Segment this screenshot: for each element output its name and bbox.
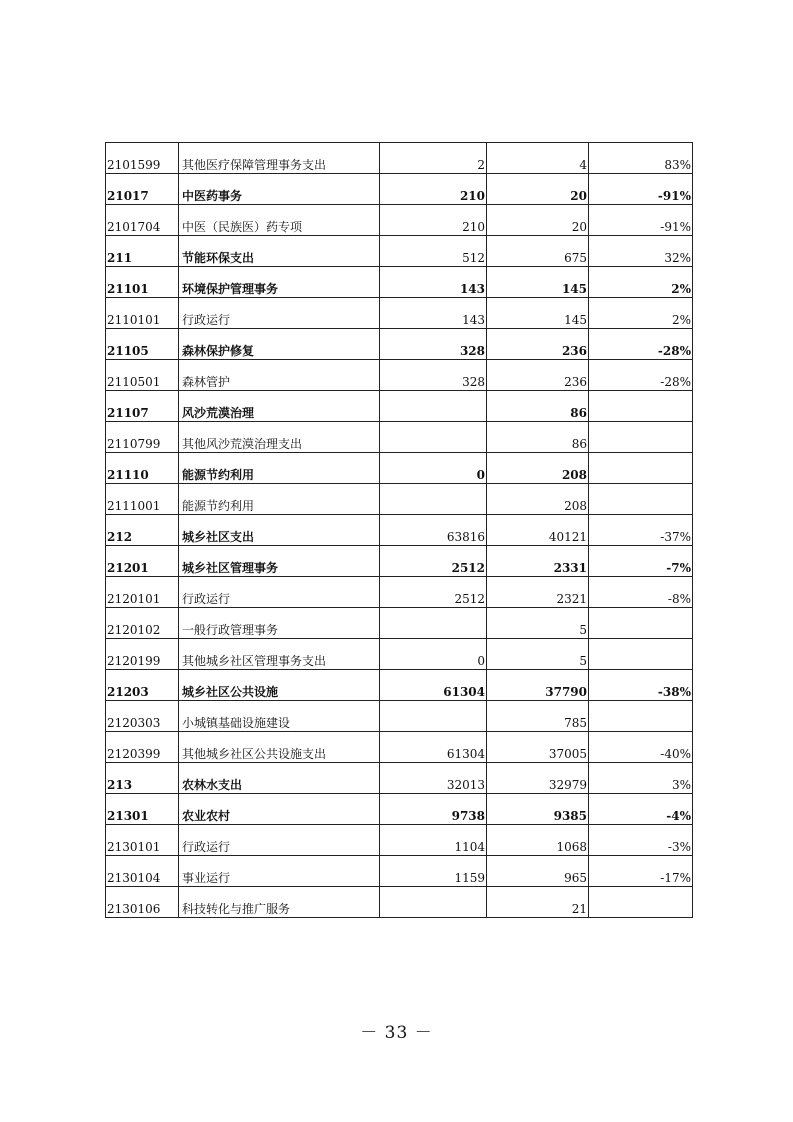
- table-row: [106, 329, 693, 360]
- prior-amount-cell: 61304: [380, 670, 487, 701]
- subject-code-cell: 2111001: [106, 484, 179, 515]
- subject-code-cell: 2120101: [106, 577, 179, 608]
- prior-amount-cell: [380, 887, 487, 918]
- prior-amount-cell: 63816: [380, 515, 487, 546]
- prior-amount-cell: 1159: [380, 856, 487, 887]
- change-percent-cell: [589, 453, 693, 484]
- subject-code-cell: 2120399: [106, 732, 179, 763]
- subject-name-cell: 节能环保支出: [179, 236, 380, 267]
- table-row: [106, 422, 693, 453]
- subject-name-cell: 其他城乡社区公共设施支出: [179, 732, 380, 763]
- table-row: [106, 670, 693, 701]
- prior-amount-cell: 61304: [380, 732, 487, 763]
- subject-code-cell: 21201: [106, 546, 179, 577]
- change-percent-cell: [589, 639, 693, 670]
- subject-code-cell: 213: [106, 763, 179, 794]
- change-percent-cell: 2%: [589, 267, 693, 298]
- table-row: [106, 174, 693, 205]
- table-row: [106, 639, 693, 670]
- prior-amount-cell: 328: [380, 360, 487, 391]
- subject-name-cell: 行政运行: [179, 825, 380, 856]
- current-amount-cell: 86: [487, 391, 589, 422]
- subject-name-cell: 森林保护修复: [179, 329, 380, 360]
- change-percent-cell: [589, 484, 693, 515]
- current-amount-cell: 32979: [487, 763, 589, 794]
- subject-name-cell: 其他医疗保障管理事务支出: [179, 143, 380, 174]
- change-percent-cell: 32%: [589, 236, 693, 267]
- subject-name-cell: 行政运行: [179, 298, 380, 329]
- current-amount-cell: 785: [487, 701, 589, 732]
- prior-amount-cell: [380, 484, 487, 515]
- subject-name-cell: 能源节约利用: [179, 453, 380, 484]
- current-amount-cell: 145: [487, 267, 589, 298]
- subject-name-cell: 能源节约利用: [179, 484, 380, 515]
- subject-name-cell: 科技转化与推广服务: [179, 887, 380, 918]
- change-percent-cell: [589, 422, 693, 453]
- subject-name-cell: 事业运行: [179, 856, 380, 887]
- subject-name-cell: 其他风沙荒漠治理支出: [179, 422, 380, 453]
- subject-code-cell: 2120102: [106, 608, 179, 639]
- subject-code-cell: 2120199: [106, 639, 179, 670]
- subject-name-cell: 环境保护管理事务: [179, 267, 380, 298]
- subject-name-cell: 城乡社区管理事务: [179, 546, 380, 577]
- table-row: [106, 453, 693, 484]
- current-amount-cell: 236: [487, 360, 589, 391]
- current-amount-cell: 37790: [487, 670, 589, 701]
- subject-name-cell: 风沙荒漠治理: [179, 391, 380, 422]
- prior-amount-cell: 210: [380, 174, 487, 205]
- prior-amount-cell: [380, 701, 487, 732]
- table-row: [106, 887, 693, 918]
- change-percent-cell: -40%: [589, 732, 693, 763]
- budget-table: [105, 142, 693, 918]
- subject-code-cell: 2101599: [106, 143, 179, 174]
- table-row: [106, 236, 693, 267]
- table-row: [106, 143, 693, 174]
- subject-code-cell: 2120303: [106, 701, 179, 732]
- current-amount-cell: 86: [487, 422, 589, 453]
- change-percent-cell: -8%: [589, 577, 693, 608]
- subject-code-cell: 2130101: [106, 825, 179, 856]
- table-row: [106, 391, 693, 422]
- change-percent-cell: 83%: [589, 143, 693, 174]
- subject-code-cell: 21203: [106, 670, 179, 701]
- current-amount-cell: 20: [487, 205, 589, 236]
- current-amount-cell: 2331: [487, 546, 589, 577]
- subject-code-cell: 21110: [106, 453, 179, 484]
- prior-amount-cell: 210: [380, 205, 487, 236]
- subject-code-cell: 21301: [106, 794, 179, 825]
- subject-name-cell: 森林管护: [179, 360, 380, 391]
- table-row: [106, 608, 693, 639]
- table-row: [106, 825, 693, 856]
- prior-amount-cell: [380, 391, 487, 422]
- table-row: [106, 856, 693, 887]
- current-amount-cell: 2321: [487, 577, 589, 608]
- current-amount-cell: 208: [487, 453, 589, 484]
- subject-code-cell: 2110501: [106, 360, 179, 391]
- prior-amount-cell: 32013: [380, 763, 487, 794]
- subject-code-cell: 21017: [106, 174, 179, 205]
- current-amount-cell: 208: [487, 484, 589, 515]
- change-percent-cell: 2%: [589, 298, 693, 329]
- change-percent-cell: [589, 608, 693, 639]
- subject-code-cell: 21107: [106, 391, 179, 422]
- prior-amount-cell: 2: [380, 143, 487, 174]
- change-percent-cell: -7%: [589, 546, 693, 577]
- change-percent-cell: [589, 701, 693, 732]
- subject-code-cell: 2101704: [106, 205, 179, 236]
- prior-amount-cell: 143: [380, 298, 487, 329]
- prior-amount-cell: 2512: [380, 577, 487, 608]
- subject-name-cell: 农业农村: [179, 794, 380, 825]
- prior-amount-cell: 1104: [380, 825, 487, 856]
- subject-name-cell: 城乡社区公共设施: [179, 670, 380, 701]
- change-percent-cell: -91%: [589, 205, 693, 236]
- current-amount-cell: 145: [487, 298, 589, 329]
- prior-amount-cell: [380, 608, 487, 639]
- current-amount-cell: 236: [487, 329, 589, 360]
- table-row: [106, 577, 693, 608]
- subject-name-cell: 其他城乡社区管理事务支出: [179, 639, 380, 670]
- subject-code-cell: 211: [106, 236, 179, 267]
- prior-amount-cell: 2512: [380, 546, 487, 577]
- table-row: [106, 267, 693, 298]
- current-amount-cell: 5: [487, 639, 589, 670]
- current-amount-cell: 21: [487, 887, 589, 918]
- change-percent-cell: -17%: [589, 856, 693, 887]
- current-amount-cell: 4: [487, 143, 589, 174]
- prior-amount-cell: 512: [380, 236, 487, 267]
- subject-code-cell: 2110101: [106, 298, 179, 329]
- change-percent-cell: -28%: [589, 360, 693, 391]
- prior-amount-cell: [380, 422, 487, 453]
- current-amount-cell: 675: [487, 236, 589, 267]
- change-percent-cell: 3%: [589, 763, 693, 794]
- prior-amount-cell: 0: [380, 639, 487, 670]
- subject-code-cell: 21101: [106, 267, 179, 298]
- prior-amount-cell: 143: [380, 267, 487, 298]
- prior-amount-cell: 328: [380, 329, 487, 360]
- table-row: [106, 298, 693, 329]
- current-amount-cell: 20: [487, 174, 589, 205]
- budget-table-body: [106, 143, 693, 918]
- current-amount-cell: 9385: [487, 794, 589, 825]
- subject-code-cell: 21105: [106, 329, 179, 360]
- subject-code-cell: 2130104: [106, 856, 179, 887]
- change-percent-cell: [589, 887, 693, 918]
- table-row: [106, 360, 693, 391]
- subject-name-cell: 中医（民族医）药专项: [179, 205, 380, 236]
- subject-name-cell: 一般行政管理事务: [179, 608, 380, 639]
- page-number: － 33 －: [360, 1023, 433, 1043]
- table-row: [106, 794, 693, 825]
- change-percent-cell: -38%: [589, 670, 693, 701]
- subject-code-cell: 2130106: [106, 887, 179, 918]
- change-percent-cell: -91%: [589, 174, 693, 205]
- subject-code-cell: 212: [106, 515, 179, 546]
- current-amount-cell: 965: [487, 856, 589, 887]
- subject-name-cell: 行政运行: [179, 577, 380, 608]
- table-row: [106, 205, 693, 236]
- current-amount-cell: 5: [487, 608, 589, 639]
- change-percent-cell: -4%: [589, 794, 693, 825]
- subject-name-cell: 农林水支出: [179, 763, 380, 794]
- change-percent-cell: -3%: [589, 825, 693, 856]
- current-amount-cell: 40121: [487, 515, 589, 546]
- table-row: [106, 732, 693, 763]
- table-row: [106, 546, 693, 577]
- subject-name-cell: 小城镇基础设施建设: [179, 701, 380, 732]
- change-percent-cell: [589, 391, 693, 422]
- prior-amount-cell: 9738: [380, 794, 487, 825]
- table-row: [106, 701, 693, 732]
- change-percent-cell: -37%: [589, 515, 693, 546]
- subject-name-cell: 城乡社区支出: [179, 515, 380, 546]
- table-row: [106, 763, 693, 794]
- table-row: [106, 515, 693, 546]
- table-row: [106, 484, 693, 515]
- prior-amount-cell: 0: [380, 453, 487, 484]
- subject-code-cell: 2110799: [106, 422, 179, 453]
- current-amount-cell: 37005: [487, 732, 589, 763]
- subject-name-cell: 中医药事务: [179, 174, 380, 205]
- current-amount-cell: 1068: [487, 825, 589, 856]
- change-percent-cell: -28%: [589, 329, 693, 360]
